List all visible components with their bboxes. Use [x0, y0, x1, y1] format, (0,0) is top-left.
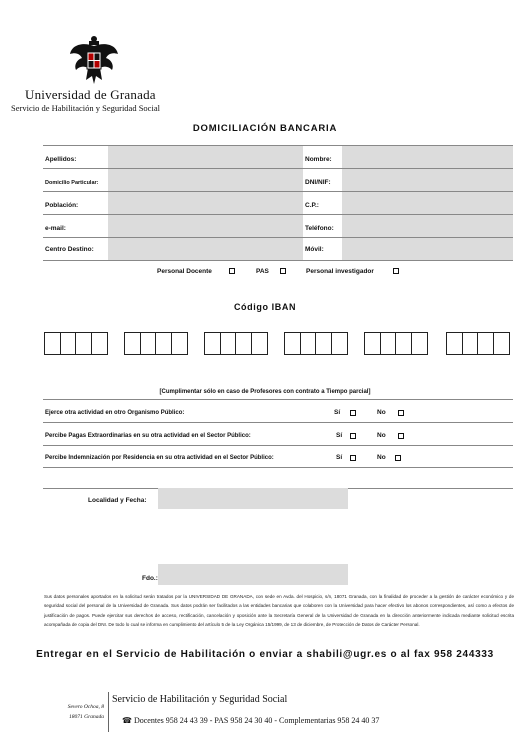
question-extra-pay: Percibe Pagas Extraordinarias en su otra actividad en el Sector Público:	[45, 433, 251, 439]
poblacion-field[interactable]	[108, 192, 303, 214]
pas-checkbox[interactable]	[280, 268, 286, 274]
footer-address-street: Severo Ochoa, 8	[67, 704, 104, 710]
personal-docente-label: Personal Docente	[157, 268, 212, 275]
iban-digit-box[interactable]	[172, 333, 187, 354]
personal-investigador-label: Personal investigador	[306, 268, 374, 275]
iban-group-1[interactable]	[44, 332, 108, 355]
iban-digit-box[interactable]	[61, 333, 77, 354]
footer-service-name: Servicio de Habilitación y Seguridad Social	[112, 694, 288, 705]
nombre-label: Nombre:	[305, 156, 332, 163]
iban-group-4[interactable]	[284, 332, 348, 355]
nombre-field[interactable]	[342, 146, 513, 168]
iban-title: Código IBAN	[233, 302, 297, 312]
iban-digit-box[interactable]	[285, 333, 301, 354]
localidad-label: Localidad y Fecha:	[88, 497, 147, 504]
row-divider	[43, 445, 513, 446]
iban-digit-box[interactable]	[236, 333, 252, 354]
footer-divider	[108, 692, 109, 732]
footer-address-city: 18071 Granada	[69, 714, 104, 720]
delivery-instructions: Entregar en el Servicio de Habilitación o enviar a shabili@ugr.es o al fax 958 244333	[36, 649, 494, 660]
iban-group-2[interactable]	[124, 332, 188, 355]
yes-label: Sí	[336, 454, 343, 461]
iban-digit-box[interactable]	[412, 333, 427, 354]
apellidos-label: Apellidos:	[45, 156, 77, 163]
apellidos-field[interactable]	[108, 146, 303, 168]
yes-label: Sí	[336, 432, 343, 439]
poblacion-label: Población:	[45, 202, 79, 209]
university-crest-logo	[66, 32, 122, 88]
iban-digit-box[interactable]	[332, 333, 347, 354]
cp-label: C.P.:	[305, 202, 319, 209]
domicilio-label: Domicilio Particular:	[45, 180, 99, 186]
iban-digit-box[interactable]	[156, 333, 172, 354]
iban-group-3[interactable]	[204, 332, 268, 355]
cp-field[interactable]	[342, 192, 513, 214]
iban-digit-box[interactable]	[125, 333, 141, 354]
extra-pay-yes-checkbox[interactable]	[350, 433, 356, 439]
iban-digit-box[interactable]	[205, 333, 221, 354]
iban-digit-box[interactable]	[316, 333, 332, 354]
iban-digit-box[interactable]	[45, 333, 61, 354]
iban-digit-box[interactable]	[76, 333, 92, 354]
telefono-label: Teléfono:	[305, 225, 334, 232]
email-field[interactable]	[108, 215, 303, 237]
dni-label: DNI/NIF:	[305, 179, 331, 186]
dni-field[interactable]	[342, 169, 513, 191]
iban-digit-box[interactable]	[478, 333, 494, 354]
iban-digit-box[interactable]	[221, 333, 237, 354]
no-label: No	[377, 454, 386, 461]
movil-label: Móvil:	[305, 246, 324, 253]
centro-field[interactable]	[108, 238, 303, 260]
iban-digit-box[interactable]	[463, 333, 479, 354]
localidad-field[interactable]	[158, 488, 348, 509]
movil-field[interactable]	[342, 238, 513, 260]
row-divider	[43, 422, 513, 423]
iban-digit-box[interactable]	[141, 333, 157, 354]
iban-digit-box[interactable]	[92, 333, 107, 354]
email-label: e-mail:	[45, 225, 66, 232]
pas-label: PAS	[256, 268, 269, 275]
university-name: Universidad de Granada	[25, 87, 156, 102]
iban-digit-box[interactable]	[252, 333, 267, 354]
residence-yes-checkbox[interactable]	[350, 455, 356, 461]
iban-digit-box[interactable]	[365, 333, 381, 354]
iban-digit-box[interactable]	[301, 333, 317, 354]
iban-group-5[interactable]	[364, 332, 428, 355]
extra-pay-no-checkbox[interactable]	[398, 433, 404, 439]
iban-digit-box[interactable]	[396, 333, 412, 354]
residence-no-checkbox[interactable]	[395, 455, 401, 461]
firma-label: Fdo.:	[142, 575, 158, 582]
other-activity-yes-checkbox[interactable]	[350, 410, 356, 416]
no-label: No	[377, 432, 386, 439]
yes-label: Sí	[334, 409, 341, 416]
no-label: No	[377, 409, 386, 416]
personal-docente-checkbox[interactable]	[229, 268, 235, 274]
other-activity-no-checkbox[interactable]	[398, 410, 404, 416]
question-residence-allowance: Percibe Indemnización por Residencia en su otra actividad en el Sector Público:	[45, 455, 274, 461]
form-title: DOMICILIACIÓN BANCARIA	[192, 123, 338, 134]
centro-label: Centro Destino:	[45, 246, 94, 253]
telefono-field[interactable]	[342, 215, 513, 237]
question-other-activity: Ejerce otra actividad en otro Organismo Público:	[45, 410, 185, 416]
data-protection-notice: Sus datos personales aportados en la solicitud serán tratados por la UNIVERSIDAD DE GRANADA, con sede en Avda. del Hospicio, s/n, 18071 Granada, con la finalidad de proceder a la gestión de carácter económico y de seguridad social del personal de la Universidad de Granada. Sus datos podrán ser facilitados a las entidades bancarias que colaboren con la Universidad para hacer efectivo los abonos correspondientes, así como a efectos de justificación de pagos. Puede ejercitar sus derechos de acceso, rectificación, cancelación y oposición ante la Secretaría General de la Universidad de Granada en la dirección anteriormente indicada mediante solicitud escrita acompañada de copia del DNI. De todo lo cual se informa en cumplimiento del artículo 5 de la Ley Orgánica 15/1999, de 13 de diciembre, de Protección de Datos de Carácter Personal.	[44, 594, 514, 628]
firma-field[interactable]	[158, 564, 348, 585]
personal-investigador-checkbox[interactable]	[393, 268, 399, 274]
iban-digit-box[interactable]	[381, 333, 397, 354]
part-time-note: [Cumplimentar sólo en caso de Profesores con contrato a Tiempo parcial]	[159, 389, 371, 395]
iban-group-6[interactable]	[446, 332, 510, 355]
row-divider	[43, 260, 513, 261]
footer-phone-numbers: ☎ Docentes 958 24 43 39 - PAS 958 24 30 40 - Complementarias 958 24 40 37	[122, 716, 380, 725]
iban-digit-box[interactable]	[447, 333, 463, 354]
section-divider	[43, 399, 513, 400]
row-divider	[43, 467, 513, 468]
service-name: Servicio de Habilitación y Seguridad Social	[11, 103, 160, 113]
domicilio-field[interactable]	[108, 169, 303, 191]
iban-digit-box[interactable]	[494, 333, 509, 354]
